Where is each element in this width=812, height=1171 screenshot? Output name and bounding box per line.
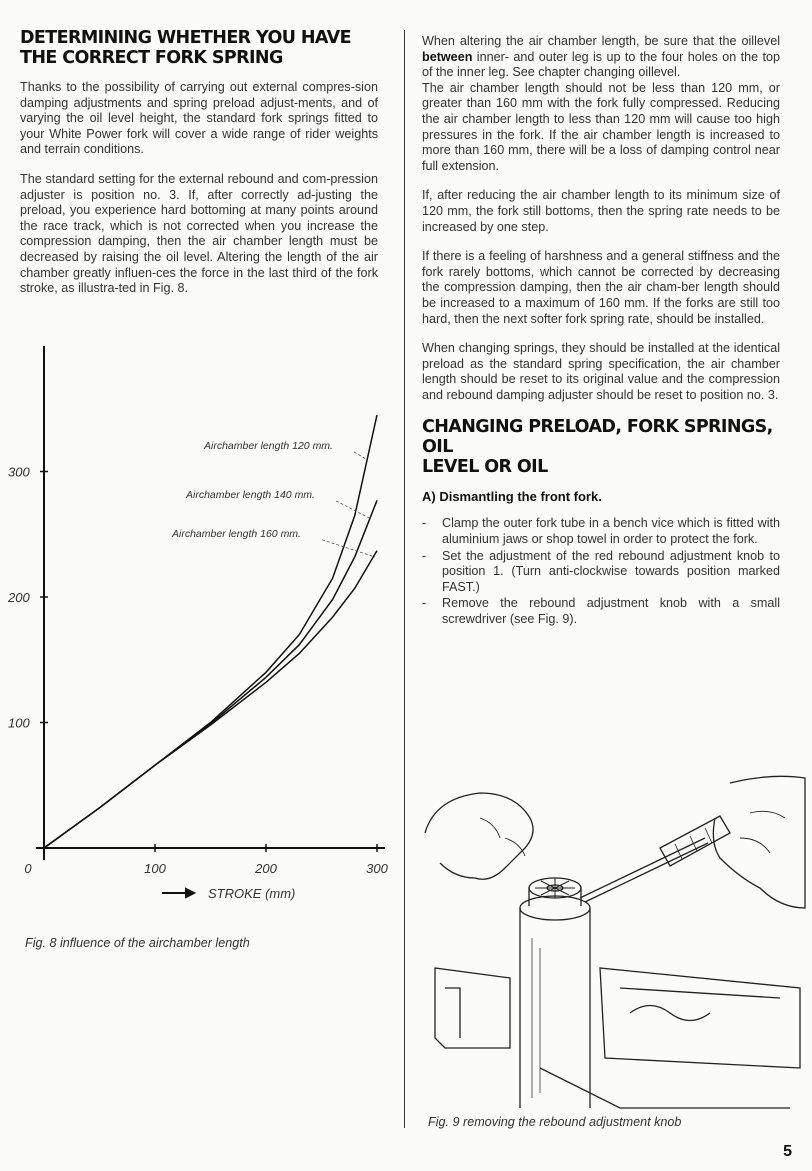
finger-line	[750, 811, 785, 818]
step-list	[422, 516, 780, 627]
fork-knob-drawing	[420, 738, 810, 1113]
x-axis-arrow	[162, 889, 194, 897]
vice-detail	[620, 988, 780, 998]
y-tick-label: 300	[8, 464, 30, 480]
finger-line	[740, 838, 770, 853]
fig8-caption: Fig. 8 influence of the airchamber length	[25, 936, 250, 950]
paragraph: When changing springs, they should be installed at the identical preload as the standard spring specification, the air chamber length should be reset to its original value and the compression and rebound damping adjuster should be reset to position no. 3.	[422, 341, 780, 402]
knob-grip	[535, 878, 575, 898]
step-item: - Clamp the outer fork tube in a bench vice which is fitted with aluminium jaws or shop towel in order to protect the fork.	[422, 516, 780, 547]
screwdriver-handle	[660, 816, 730, 866]
section-heading-preload	[422, 417, 780, 477]
series-label: Airchamber length 140 mm.	[186, 488, 315, 501]
x-tick-label: 200	[255, 861, 277, 876]
paragraph: Thanks to the possibility of carrying out external compres-sion damping adjustments and spring preload adjust-ments, and of varying the oil level height, the standard fork springs fitted to your White Power fork will cover a wide range of rider weights and terrain conditions.	[20, 80, 378, 157]
page-number: 5	[783, 1143, 792, 1160]
series-leader	[354, 452, 366, 459]
left-column	[20, 28, 378, 311]
text-run: The air chamber length should not be less than 120 mm, or greater than 160 mm with the fork fully compressed. Reducing the air chamber length to less than 120 mm will cause too high pressures in the fork. If the air chamber length is increased to more than 160 mm, there will be a loss of damping control near full extension.	[422, 80, 780, 173]
series-line	[44, 415, 377, 848]
x-tick-label: 100	[144, 861, 166, 876]
series-line	[44, 551, 377, 848]
y-tick-label: 200	[8, 590, 30, 605]
series-leader	[322, 540, 375, 557]
section-heading-fork-spring	[20, 28, 378, 68]
series-line	[44, 500, 377, 848]
fork-tube-top	[520, 896, 590, 920]
fig9-caption: Fig. 9 removing the rebound adjustment knob	[428, 1115, 682, 1129]
column-divider	[404, 30, 405, 1128]
vice-base	[540, 1068, 790, 1108]
paragraph: If, after reducing the air chamber length to its minimum size of 120 mm, the fork still bottoms, then the spring rate needs to be increased by one step.	[422, 188, 780, 234]
bold-word: between	[422, 49, 473, 64]
screwdriver-shaft	[580, 838, 705, 898]
paragraph: The standard setting for the external rebound and com-pression adjuster is position no. 3. If, after correctly ad-justing the preload, you experience hard bottoming at many points around the race track, which is not corrected when you increase the compression damping, then the air chamber length must be decreased by raising the oil level. Altering the length of the air chamber greatly influen-ces the force in the last third of the fork stroke, as illustra-ted in Fig. 8.	[20, 171, 378, 296]
finger-line	[480, 818, 500, 838]
paragraph-oillevel	[422, 34, 780, 174]
step-item: - Remove the rebound adjustment knob with a small screwdriver (see Fig. 9).	[422, 596, 780, 627]
right-column	[422, 34, 780, 629]
vice-detail	[630, 1006, 710, 1021]
series-label: Airchamber length 160 mm.	[172, 527, 301, 540]
x-axis-label: STROKE (mm)	[208, 886, 296, 901]
subheading-dismantling: A) Dismantling the front fork.	[422, 489, 602, 505]
fig8-chart	[0, 338, 400, 968]
series-label: Airchamber length 120 mm.	[204, 439, 333, 452]
y-tick-label: 100	[8, 715, 30, 731]
text-run: inner- and outer leg is up to the four holes on the top of the inner leg. See chapter changing oillevel.	[422, 49, 780, 80]
vice-jaw-left	[435, 968, 510, 1048]
text-run: When altering the air chamber length, be sure that the oillevel	[422, 34, 780, 48]
heading-line: LEVEL OR OIL	[422, 457, 548, 478]
finger-line	[505, 838, 525, 856]
heading-line: CHANGING PRELOAD, FORK SPRINGS, OIL	[422, 417, 773, 458]
paragraph: If there is a feeling of harshness and a general stiffness and the fork rarely bottoms, which cannot be corrected by decreasing the compression damping, then the air cham-ber length should be increased to a maximum of 160 mm. If the forks are still too hard, then the next softer fork spring rate, should be installed.	[422, 249, 780, 326]
x-tick-label: 0	[24, 861, 32, 876]
heading-line: DETERMINING WHETHER YOU HAVE	[20, 28, 351, 48]
screwdriver-shaft	[585, 843, 708, 902]
hand-left	[425, 793, 533, 879]
fig9-illustration	[420, 738, 810, 1113]
heading-line: THE CORRECT FORK SPRING	[20, 48, 283, 68]
force-stroke-chart	[0, 338, 400, 938]
vice-detail	[445, 988, 460, 1038]
step-item: - Set the adjustment of the red rebound adjustment knob to position 1. (Turn anti-clockwise towards position marked FAST.)	[422, 549, 780, 596]
x-tick-label: 300	[366, 861, 388, 876]
